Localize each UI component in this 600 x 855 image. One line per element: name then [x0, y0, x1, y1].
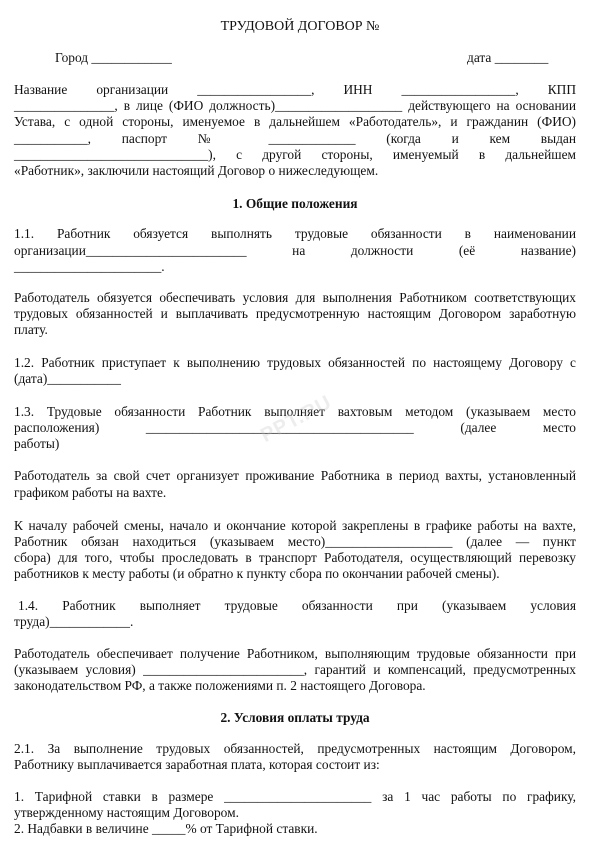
- paragraph-line: сбора) для того, чтобы проследовать в транспорт Работодателя, осуществляющий перевозку: [14, 550, 576, 565]
- paragraph-line: 1.3. Трудовые обязанности Работник выполняет вахтовым методом (указываем место: [14, 404, 576, 419]
- list-item: 2. Надбавки в величине _____% от Тарифной ставки.: [14, 821, 318, 836]
- paragraph-line: расположения) ________________________________________ (далее место: [14, 420, 576, 435]
- date-field: дата ________: [467, 50, 549, 65]
- intro-line: Устава, с одной стороны, именуемое в дальнейшем «Работодатель», и гражданин (ФИО): [14, 114, 576, 129]
- paragraph-line: законодательством РФ, а также положениями п. 2 настоящего Договора.: [14, 678, 426, 693]
- paragraph-line: Работодатель за свой счет организует проживание Работника в период вахты, установленный: [14, 468, 576, 483]
- paragraph-line: графиком работы на вахте.: [14, 485, 167, 500]
- paragraph-line: 2.1. За выполнение трудовых обязанностей, предусмотренных настоящим Договором,: [14, 741, 576, 756]
- paragraph-line: ______________________.: [14, 259, 165, 274]
- paragraph-line: плату.: [14, 322, 48, 337]
- paragraph-line: (дата)___________: [14, 371, 121, 386]
- list-item: утвержденному настоящим Договором.: [14, 805, 239, 820]
- paragraph-line: Работнику выплачивается заработная плата, которая состоит из:: [14, 757, 380, 772]
- intro-line: «Работник», заключили настоящий Договор о нижеследующем.: [14, 163, 379, 178]
- section-heading: 2. Условия оплаты труда: [220, 710, 370, 725]
- intro-line: _______________, в лице (ФИО должность)___________________ действующего на основании: [14, 98, 576, 113]
- intro-line: Название организации _________________, ИНН _________________, КПП: [14, 82, 576, 97]
- paragraph-line: К началу рабочей смены, начало и окончание которой закреплены в графике работы на вахте,: [14, 518, 576, 533]
- paragraph-line: Работник обязан находиться (указываем место)___________________ (далее — пункт: [14, 534, 576, 549]
- paragraph-line: 1.2. Работник приступает к выполнению трудовых обязанностей по настоящему Договору с: [14, 355, 576, 370]
- paragraph-line: работников к месту работы (и обратно к пункту сбора по окончании рабочей смены).: [14, 566, 500, 581]
- list-item: 1. Тарифной ставки в размере ______________________ за 1 час работы по графику,: [14, 789, 576, 804]
- intro-line: _____________________________), с другой стороны, именуемый в дальнейшем: [14, 147, 576, 162]
- paragraph-line: 1.4. Работник выполняет трудовые обязанности при (указываем условия: [18, 598, 576, 613]
- paragraph-line: трудовых обязанностей и выплачивать предусмотренную настоящим Договором заработную: [14, 306, 576, 321]
- watermark: PPT.RU: [257, 391, 336, 447]
- paragraph-line: Работодатель обеспечивает получение Работником, выполняющим трудовые обязанности при: [14, 646, 576, 661]
- paragraph-line: (указываем условия) ________________________, гарантий и компенсаций, предусмотренных: [14, 662, 576, 677]
- intro-line: ___________, паспорт № _____________ (когда и кем выдан: [14, 131, 576, 146]
- section-heading: 1. Общие положения: [232, 196, 358, 211]
- document-title: ТРУДОВОЙ ДОГОВОР №: [220, 19, 380, 34]
- paragraph-line: 1.1. Работник обязуется выполнять трудовые обязанности в наименовании: [14, 226, 576, 241]
- paragraph-line: организации________________________ на должности (её название): [14, 243, 576, 258]
- city-field: Город ____________: [55, 50, 172, 65]
- paragraph-line: работы): [14, 436, 60, 451]
- paragraph-line: труда)____________.: [14, 614, 134, 629]
- paragraph-line: Работодатель обязуется обеспечивать условия для выполнения Работником соответствующих: [14, 290, 576, 305]
